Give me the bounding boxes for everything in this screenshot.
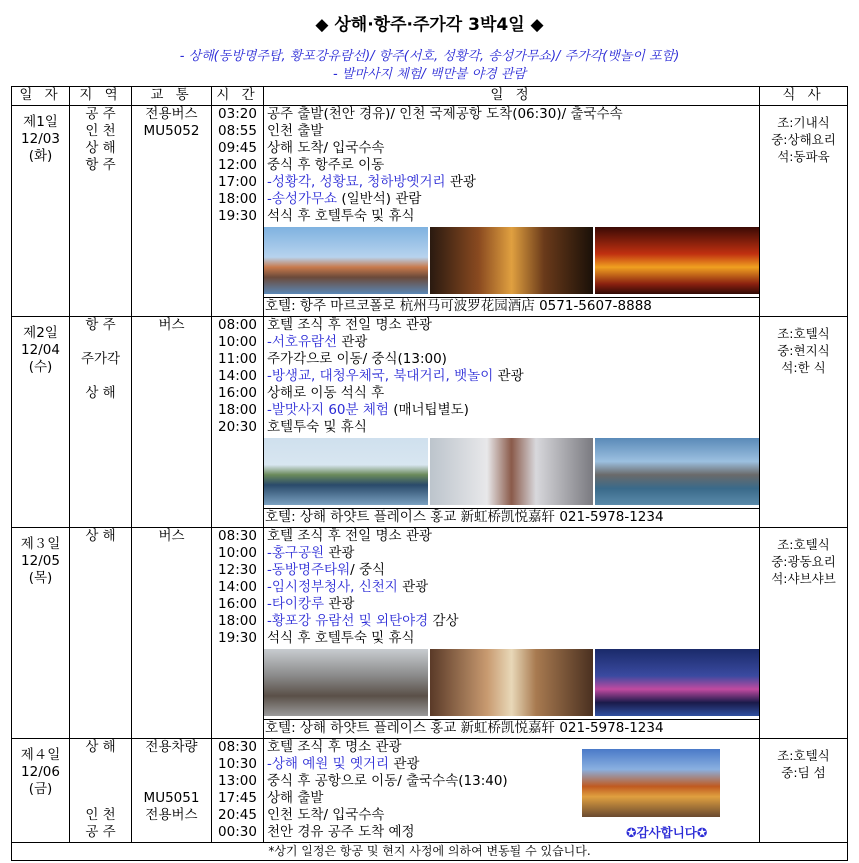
day-meals: 조:기내식 중:상해요리 석:동파육	[760, 106, 848, 317]
day-times: 08:00 10:00 11:00 14:00 16:00 18:00 20:30	[212, 317, 264, 528]
old-building-photo	[264, 649, 428, 716]
subtitle-line-1: - 상해(동방명주탑, 황포강유람선)/ 항주(서호, 성황각, 송성가무쇼)/ 주가각(뱃놀이 포함)	[179, 49, 680, 64]
day-transport: 버스	[132, 528, 212, 739]
day-regions: 항 주 주가각 상 해	[70, 317, 132, 528]
header-meals: 식 사	[760, 87, 848, 106]
day-date: 제1일 12/03 (화)	[12, 106, 70, 317]
skyline-photo	[595, 649, 759, 716]
day-regions: 상 해 인 천 공 주	[70, 739, 132, 843]
day-date: 제４일 12/06 (금)	[12, 739, 70, 843]
day-times: 08:30 10:30 13:00 17:45 20:45 00:30	[212, 739, 264, 843]
day-transport: 전용버스 MU5052	[132, 106, 212, 317]
day-date: 제３일 12/05 (목)	[12, 528, 70, 739]
header-schedule: 일 정	[264, 87, 760, 106]
alley-photo	[430, 649, 594, 716]
photo-strip	[264, 438, 759, 505]
day-row-3	[12, 528, 848, 739]
performance-photo	[595, 227, 759, 294]
thanks-message: ✪감사합니다✪	[626, 825, 708, 840]
day-times: 03:20 08:55 09:45 12:00 17:00 18:00 19:30	[212, 106, 264, 317]
day-row-4	[12, 739, 848, 843]
yuyuan-photo	[582, 749, 720, 817]
photo-strip	[264, 649, 759, 716]
footer-row	[12, 843, 848, 861]
hotel-info: 호텔: 상해 하얏트 플레이스 홍교 新虹桥凯悦嘉轩 021-5978-1234	[264, 719, 759, 738]
day-row-1	[12, 106, 848, 317]
header-region: 지 역	[70, 87, 132, 106]
day-meals: 조:호텔식 중:광동요리 석:샤브샤브	[760, 528, 848, 739]
footer-note: *상기 일정은 항공 및 현지 사정에 의하여 변동될 수 있습니다.	[12, 843, 848, 861]
hotel-info: 호텔: 항주 마르코폴로 杭州马可波罗花园酒店 0571-5607-8888	[264, 297, 759, 316]
day-schedule: 호텔 조식 후 전일 명소 관광 -서호유람선 관광 주가각으로 이동/ 중식(13:00) -방생교, 대청우체국, 북대거리, 뱃놀이 관광 상해로 이동 석식 후 -발맛사지 60분 체험 (매너팁별도) 호텔투숙 및 휴식 호텔: 상해 하얏트 플레이스 홍교 新虹桥凯悦嘉轩 021-5978-1234	[264, 317, 760, 528]
header-row	[12, 87, 848, 106]
street-photo	[430, 438, 594, 505]
water-town-photo	[595, 438, 759, 505]
hotel-info: 호텔: 상해 하얏트 플레이스 홍교 新虹桥凯悦嘉轩 021-5978-1234	[264, 508, 759, 527]
day-regions: 상 해	[70, 528, 132, 739]
day-schedule: 공주 출발(천안 경유)/ 인천 국제공항 도착(06:30)/ 출국수속 인천 출발 상해 도착/ 입국수속 중식 후 항주로 이동 -성황각, 성황묘, 청하방옛거리 관광 -송성가무쇼 (일반석) 관람 석식 후 호텔투숙 및 휴식 호텔: 항주 마르코폴로 杭州马可波罗花园酒店 0571-5607-8888	[264, 106, 760, 317]
subtitle-line-2: - 발마사지 체험/ 백만불 야경 관람	[333, 67, 526, 82]
header-transport: 교 통	[132, 87, 212, 106]
day-schedule: 호텔 조식 후 전일 명소 관광 -홍구공원 관광 -동방명주타워/ 중식 -임시정부청사, 신천지 관광 -타이캉루 관광 -황포강 유람선 및 외탄야경 감상 석식 후 호텔투숙 및 휴식 호텔: 상해 하얏트 플레이스 홍교 新虹桥凯悦嘉轩 021-5978-1234	[264, 528, 760, 739]
night-street-photo	[430, 227, 594, 294]
day-transport: 버스	[132, 317, 212, 528]
lake-photo	[264, 438, 428, 505]
day-schedule: 호텔 조식 후 명소 관광 -상해 예원 및 옛거리 관광 중식 후 공항으로 이동/ 출국수속(13:40) 상해 출발 인천 도착/ 입국수속 천안 경유 공주 도착 예정 ✪감사합니다✪	[264, 739, 760, 843]
header-time: 시 간	[212, 87, 264, 106]
day-times: 08:30 10:00 12:30 14:00 16:00 18:00 19:30	[212, 528, 264, 739]
itinerary-table	[11, 86, 848, 861]
day-regions: 공 주 인 천 상 해 항 주	[70, 106, 132, 317]
day-transport: 전용차량 MU5051 전용버스	[132, 739, 212, 843]
page-title: ◆ 상해·항주·주가각 3박4일 ◆	[315, 15, 544, 35]
day-date: 제2일 12/04 (수)	[12, 317, 70, 528]
pavilion-photo	[264, 227, 428, 294]
photo-strip	[264, 227, 759, 294]
day-meals: 조:호텔식 중:현지식 석:한 식	[760, 317, 848, 528]
day-meals: 조:호텔식 중:딤 섬	[760, 739, 848, 843]
day-row-2	[12, 317, 848, 528]
header-date: 일 자	[12, 87, 70, 106]
